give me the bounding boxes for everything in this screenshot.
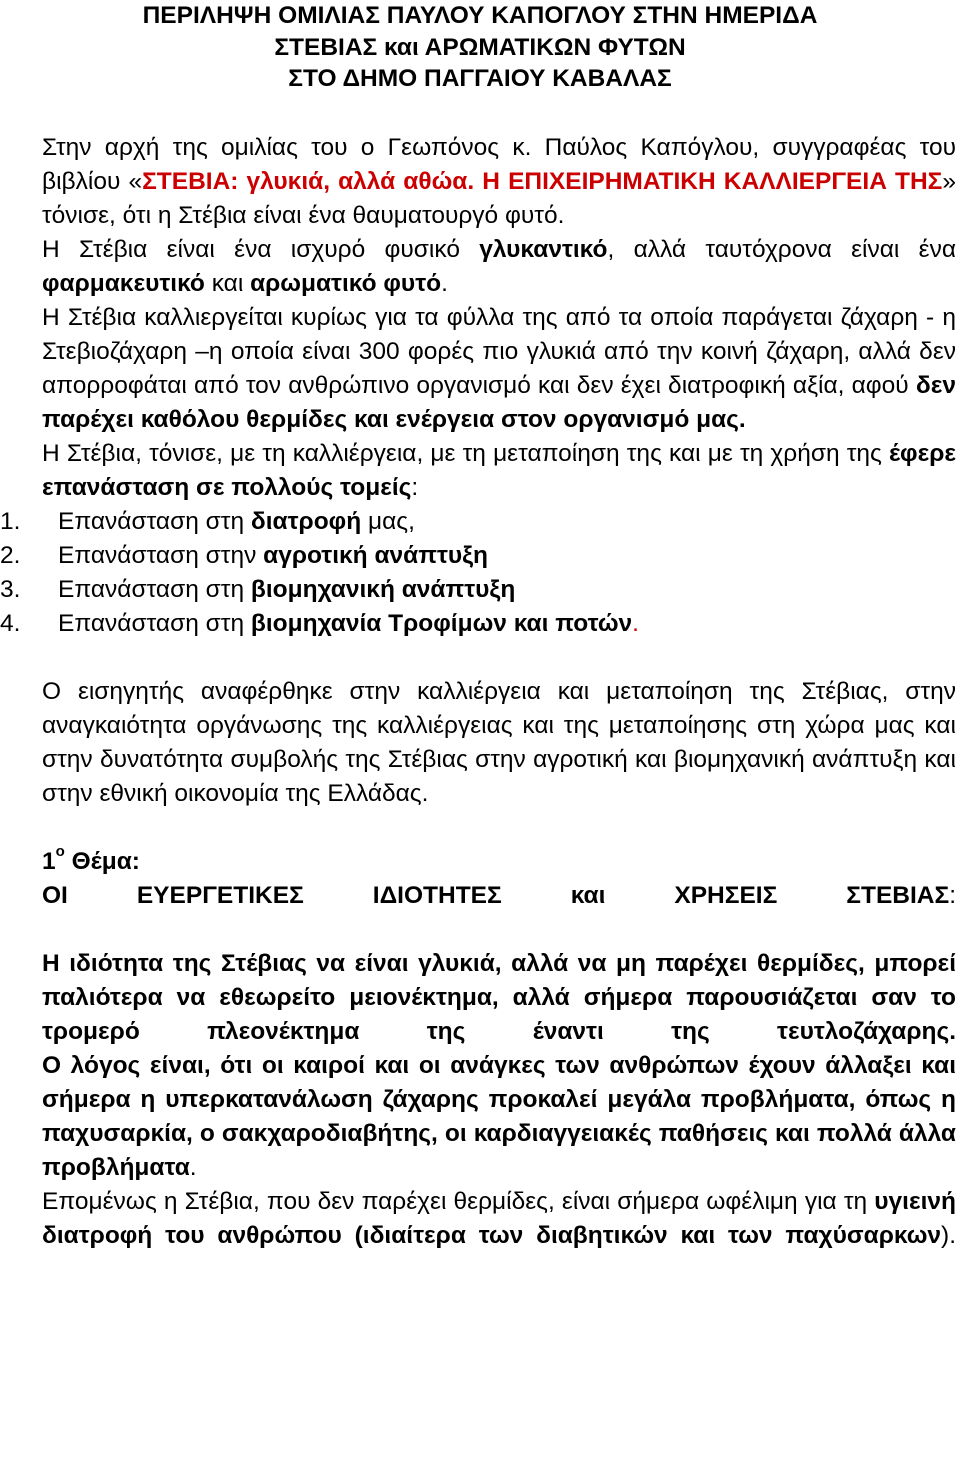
p2-text-c: και (204, 270, 251, 297)
list-bold: βιομηχανική ανάπτυξη (250, 576, 516, 603)
closing-paragraph-1 (0, 947, 960, 1049)
closing-p3-end: ). (941, 1222, 956, 1249)
theme-word: ΣΤΕΒΙΑΣ (846, 882, 950, 909)
p3-bold: δεν παρέχει καθόλου θερμίδες και ενέργεια στον οργανισμό μας. (42, 372, 956, 433)
intro-text-tail: » τόνισε, ότι η Στέβια είναι ένα θαυματουργό φυτό. (42, 168, 956, 229)
theme-ordinal: ο (55, 842, 65, 860)
title-line-2: ΣΤΕΒΙΑΣ και ΑΡΩΜΑΤΙΚΩΝ ΦΥΤΩΝ (274, 33, 686, 61)
p2-text-b: , αλλά ταυτόχρονα είναι ένα (607, 236, 956, 263)
closing-p2-end: . (189, 1154, 197, 1181)
intro-paragraph-3 (0, 301, 960, 437)
title-line-3: ΣΤΟ ΔΗΜΟ ΠΑΓΓΑΙΟΥ ΚΑΒΑΛΑΣ (288, 65, 672, 92)
spacer (0, 641, 960, 675)
list-item (0, 573, 960, 607)
closing-p2-bold: Ο λόγος είναι, ότι οι καιροί και οι ανάγκες των ανθρώπων έχουν άλλαξει και σήμερα η υπερκατανάλωση ζάχαρης προκαλεί μεγάλα προβλήματα, όπως η παχυσαρκία, ο σακχαροδιαβήτης, οι καρδιαγγειακές παθήσεις και πολλά άλλα προβλήματα (42, 1052, 956, 1181)
intro-paragraph-1 (0, 131, 960, 233)
list-tail: . (632, 610, 639, 637)
p4-text: Η Στέβια, τόνισε, με τη καλλιέργεια, με τη μεταποίηση της και με τη χρήση της (42, 440, 889, 467)
spacer (0, 913, 960, 947)
p2-bold-aromatic: αρωματικό φυτό (250, 270, 442, 297)
p2-text-a: Η Στέβια είναι ένα ισχυρό φυσικό (42, 236, 480, 263)
list-item (0, 607, 960, 641)
theme-colon: : (949, 882, 956, 909)
p4-colon: : (411, 474, 419, 501)
list-number: 3. (0, 576, 21, 603)
theme-word: ΙΔΙΟΤΗΤΕΣ (372, 882, 502, 909)
list-text: Επανάσταση στη (58, 508, 251, 535)
p4-bold: έφερε επανάσταση σε πολλούς τομείς (42, 440, 956, 501)
p2-bold-sweetener: γλυκαντικό (479, 236, 608, 263)
document-title (40, 0, 920, 95)
list-number: 4. (0, 610, 21, 637)
closing-paragraph-2 (0, 1049, 960, 1185)
list-item (0, 505, 960, 539)
list-bold: διατροφή (250, 508, 362, 535)
theme-word-last (846, 879, 956, 913)
closing-p1-text: Η ιδιότητα της Στέβιας να είναι γλυκιά, αλλά να μη παρέχει θερμίδες, μπορεί παλιότερα να εθεωρείτο μειονέκτημα, αλλά σήμερα παρουσιάζεται σαν το τρομερό πλεονέκτημα της έναντι της τευτλοζάχαρης. (42, 950, 956, 1045)
intro-paragraph-2 (0, 233, 960, 301)
list-number: 2. (0, 542, 21, 569)
intro-text: Στην αρχή της ομιλίας του ο Γεωπόνος κ. Παύλος Καπόγλου, συγγραφέας του βιβλίου « (42, 134, 956, 195)
list-text: Επανάσταση στην (58, 542, 264, 569)
theme-word: ΕΥΕΡΓΕΤΙΚΕΣ (136, 882, 304, 909)
book-title: ΣΤΕΒΙΑ: γλυκιά, αλλά αθώα. Η ΕΠΙΧΕΙΡΗΜΑΤΙΚΗ ΚΑΛΛΙΕΡΓΕΙΑ ΤΗΣ (142, 168, 943, 195)
list-bold: βιομηχανία Τροφίμων και ποτών (250, 610, 633, 637)
list-number: 1. (0, 508, 21, 535)
theme-word: ΟΙ (42, 882, 68, 909)
theme-number: 1 (42, 848, 56, 875)
list-bold: αγροτική ανάπτυξη (263, 542, 489, 569)
theme-word: και (570, 882, 606, 909)
title-line-1: ΠΕΡΙΛΗΨΗ ΟΜΙΛΙΑΣ ΠΑΥΛΟΥ ΚΑΠΟΓΛΟΥ ΣΤΗΝ ΗΜΕΡΙΔΑ (142, 2, 818, 29)
theme-label: Θέμα: (64, 848, 140, 875)
list-item (0, 539, 960, 573)
p2-bold-medicinal: φαρμακευτικό (42, 270, 205, 297)
theme-title (0, 879, 960, 913)
speaker-paragraph: Ο εισηγητής αναφέρθηκε στην καλλιέργεια και μεταποίηση της Στέβιας, στην αναγκαιότητα οργάνωσης της καλλιέργειας και της μεταποίησης στη χώρα μας και στην δυνατότητα συμβολής της Στέβιας στην αγροτική και βιομηχανική ανάπτυξη και στην εθνική οικονομία της Ελλάδας. (42, 678, 956, 807)
p3-text: Η Στέβια καλλιεργείται κυρίως για τα φύλλα της από τα οποία παράγεται ζάχαρη - η Στεβιοζάχαρη –η οποία είναι 300 φορές πιο γλυκιά από την κοινή ζάχαρη, αλλά δεν απορροφάται από τον ανθρώπινο οργανισμό και δεν έχει διατροφική αξία, αφού (42, 304, 956, 399)
closing-p3-bold: υγιεινή διατροφή του ανθρώπου (ιδιαίτερα των διαβητικών και των παχύσαρκων (42, 1188, 956, 1249)
intro-paragraph-4 (0, 437, 960, 505)
theme-word: ΧΡΗΣΕΙΣ (674, 882, 778, 909)
closing-p3-text: Επομένως η Στέβια, που δεν παρέχει θερμίδες, είναι σήμερα ωφέλιμη για τη (42, 1188, 875, 1215)
list-text: Επανάσταση στη (58, 610, 251, 637)
theme-heading (0, 842, 960, 879)
revolution-list (0, 505, 960, 641)
p2-text-d: . (441, 270, 448, 297)
spacer (0, 811, 960, 845)
list-text: Επανάσταση στη (58, 576, 251, 603)
document-body (0, 131, 960, 1253)
list-tail: μας, (361, 508, 415, 535)
closing-paragraph-3 (0, 1185, 960, 1253)
